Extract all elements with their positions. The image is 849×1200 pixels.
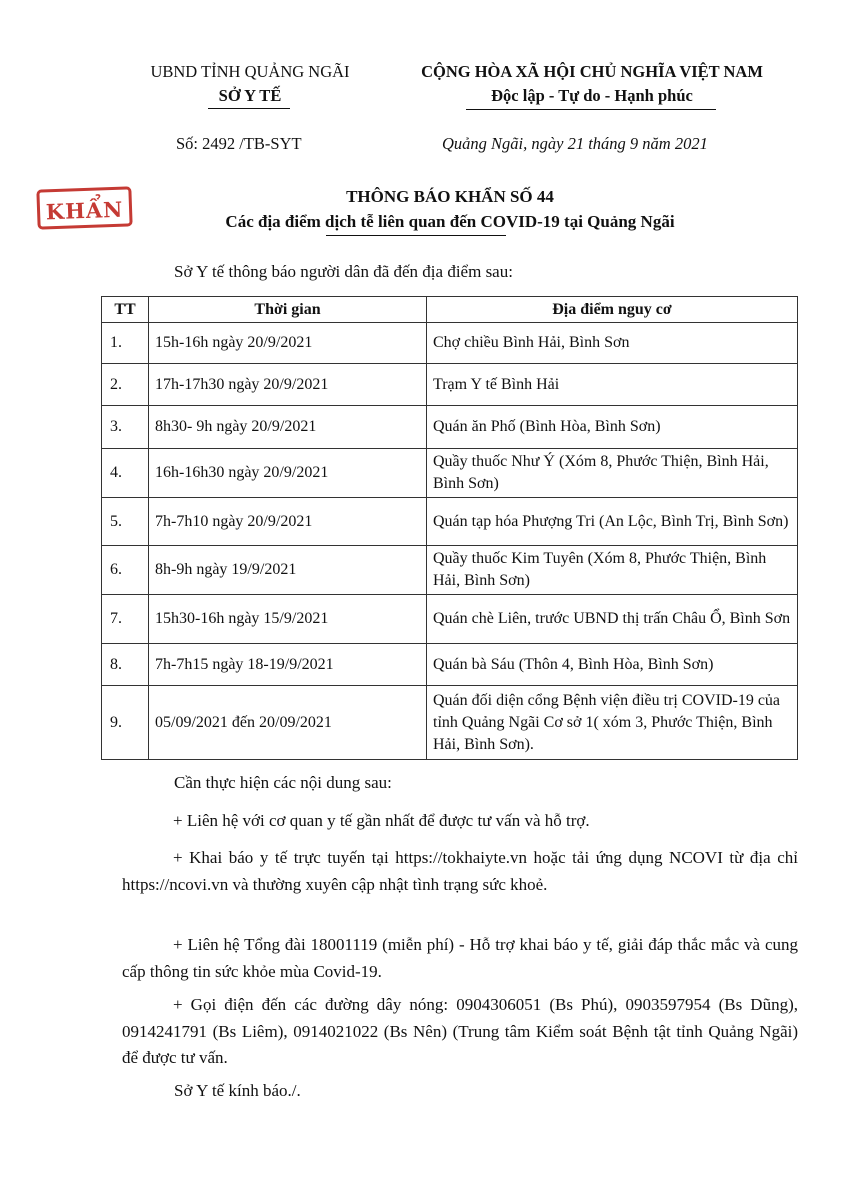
instruction-item: + Liên hệ với cơ quan y tế gần nhất để được tư vấn và hỗ trợ. bbox=[173, 811, 590, 830]
department-name: SỞ Y TẾ bbox=[218, 86, 282, 105]
notice-title: THÔNG BÁO KHẨN SỐ 44 bbox=[346, 187, 554, 206]
document-date: Quảng Ngãi, ngày 21 tháng 9 năm 2021 bbox=[442, 134, 708, 153]
row-index: 7. bbox=[102, 595, 149, 644]
table-header-row bbox=[102, 297, 798, 323]
table-row bbox=[102, 406, 798, 449]
table-row bbox=[102, 595, 798, 644]
row-index: 4. bbox=[102, 449, 149, 498]
risk-locations-table bbox=[101, 296, 798, 760]
table-row bbox=[102, 644, 798, 686]
row-index: 9. bbox=[102, 686, 149, 760]
row-time: 15h-16h ngày 20/9/2021 bbox=[149, 323, 427, 364]
instruction-item: + Khai báo y tế trực tuyến tại https://tokhaiyte.vn hoặc tải ứng dụng NCOVI từ địa chỉ https://ncovi.vn và thường xuyên cập nhật tình trạng sức khoẻ. bbox=[122, 848, 798, 894]
row-index: 5. bbox=[102, 498, 149, 546]
row-index: 1. bbox=[102, 323, 149, 364]
intro-text: Sở Y tế thông báo người dân đã đến địa điểm sau: bbox=[174, 262, 513, 281]
row-time: 15h30-16h ngày 15/9/2021 bbox=[149, 595, 427, 644]
agency-name: UBND TỈNH QUẢNG NGÃI bbox=[150, 62, 350, 81]
row-location: Quán tạp hóa Phượng Tri (An Lộc, Bình Trị, Bình Sơn) bbox=[427, 498, 798, 546]
row-time: 8h-9h ngày 19/9/2021 bbox=[149, 546, 427, 595]
row-time: 8h30- 9h ngày 20/9/2021 bbox=[149, 406, 427, 449]
urgent-stamp: KHẨN bbox=[36, 186, 132, 229]
row-location: Quầy thuốc Như Ý (Xóm 8, Phước Thiện, Bình Hải, Bình Sơn) bbox=[427, 449, 798, 498]
table-row bbox=[102, 546, 798, 595]
row-index: 8. bbox=[102, 644, 149, 686]
row-time: 05/09/2021 đến 20/09/2021 bbox=[149, 686, 427, 760]
row-time: 16h-16h30 ngày 20/9/2021 bbox=[149, 449, 427, 498]
row-location: Quán đối diện cổng Bệnh viện điều trị COVID-19 của tỉnh Quảng Ngãi Cơ sở 1( xóm 3, Phước Thiện, Bình Hải, Bình Sơn). bbox=[427, 686, 798, 760]
row-location: Quầy thuốc Kim Tuyên (Xóm 8, Phước Thiện, Bình Hải, Bình Sơn) bbox=[427, 546, 798, 595]
title-underline bbox=[326, 235, 506, 236]
header-tt: TT bbox=[102, 297, 149, 323]
row-index: 3. bbox=[102, 406, 149, 449]
table-row bbox=[102, 686, 798, 760]
row-location: Quán bà Sáu (Thôn 4, Bình Hòa, Bình Sơn) bbox=[427, 644, 798, 686]
nation-title: CỘNG HÒA XÃ HỘI CHỦ NGHĨA VIỆT NAM bbox=[421, 62, 763, 81]
instruction-item: + Liên hệ Tổng đài 18001119 (miễn phí) - Hỗ trợ khai báo y tế, giải đáp thắc mắc và cung cấp thông tin sức khỏe mùa Covid-19. bbox=[122, 935, 798, 981]
header-location: Địa điểm nguy cơ bbox=[427, 297, 798, 323]
department-underline bbox=[208, 108, 290, 109]
row-index: 6. bbox=[102, 546, 149, 595]
row-location: Quán ăn Phố (Bình Hòa, Bình Sơn) bbox=[427, 406, 798, 449]
table-row bbox=[102, 323, 798, 364]
document-number: Số: 2492 /TB-SYT bbox=[176, 134, 302, 153]
table-row bbox=[102, 498, 798, 546]
motto-underline bbox=[466, 109, 716, 110]
row-location: Chợ chiều Bình Hải, Bình Sơn bbox=[427, 323, 798, 364]
instructions-lead: Cần thực hiện các nội dung sau: bbox=[174, 773, 392, 792]
row-time: 7h-7h10 ngày 20/9/2021 bbox=[149, 498, 427, 546]
notice-subtitle: Các địa điểm dịch tễ liên quan đến COVID-19 tại Quảng Ngãi bbox=[225, 212, 675, 231]
nation-motto: Độc lập - Tự do - Hạnh phúc bbox=[491, 86, 693, 105]
row-time: 17h-17h30 ngày 20/9/2021 bbox=[149, 364, 427, 406]
row-time: 7h-7h15 ngày 18-19/9/2021 bbox=[149, 644, 427, 686]
closing-text: Sở Y tế kính báo./. bbox=[174, 1081, 301, 1100]
header-time: Thời gian bbox=[149, 297, 427, 323]
instruction-item: + Gọi điện đến các đường dây nóng: 0904306051 (Bs Phú), 0903597954 (Bs Dũng), 0914241791 (Bs Liêm), 0914021022 (Bs Nên) (Trung tâm Kiểm soát Bệnh tật tỉnh Quảng Ngãi) để được tư vấn. bbox=[122, 995, 798, 1067]
row-index: 2. bbox=[102, 364, 149, 406]
row-location: Trạm Y tế Bình Hải bbox=[427, 364, 798, 406]
table-row bbox=[102, 449, 798, 498]
row-location: Quán chè Liên, trước UBND thị trấn Châu Ổ, Bình Sơn bbox=[427, 595, 798, 644]
table-row bbox=[102, 364, 798, 406]
